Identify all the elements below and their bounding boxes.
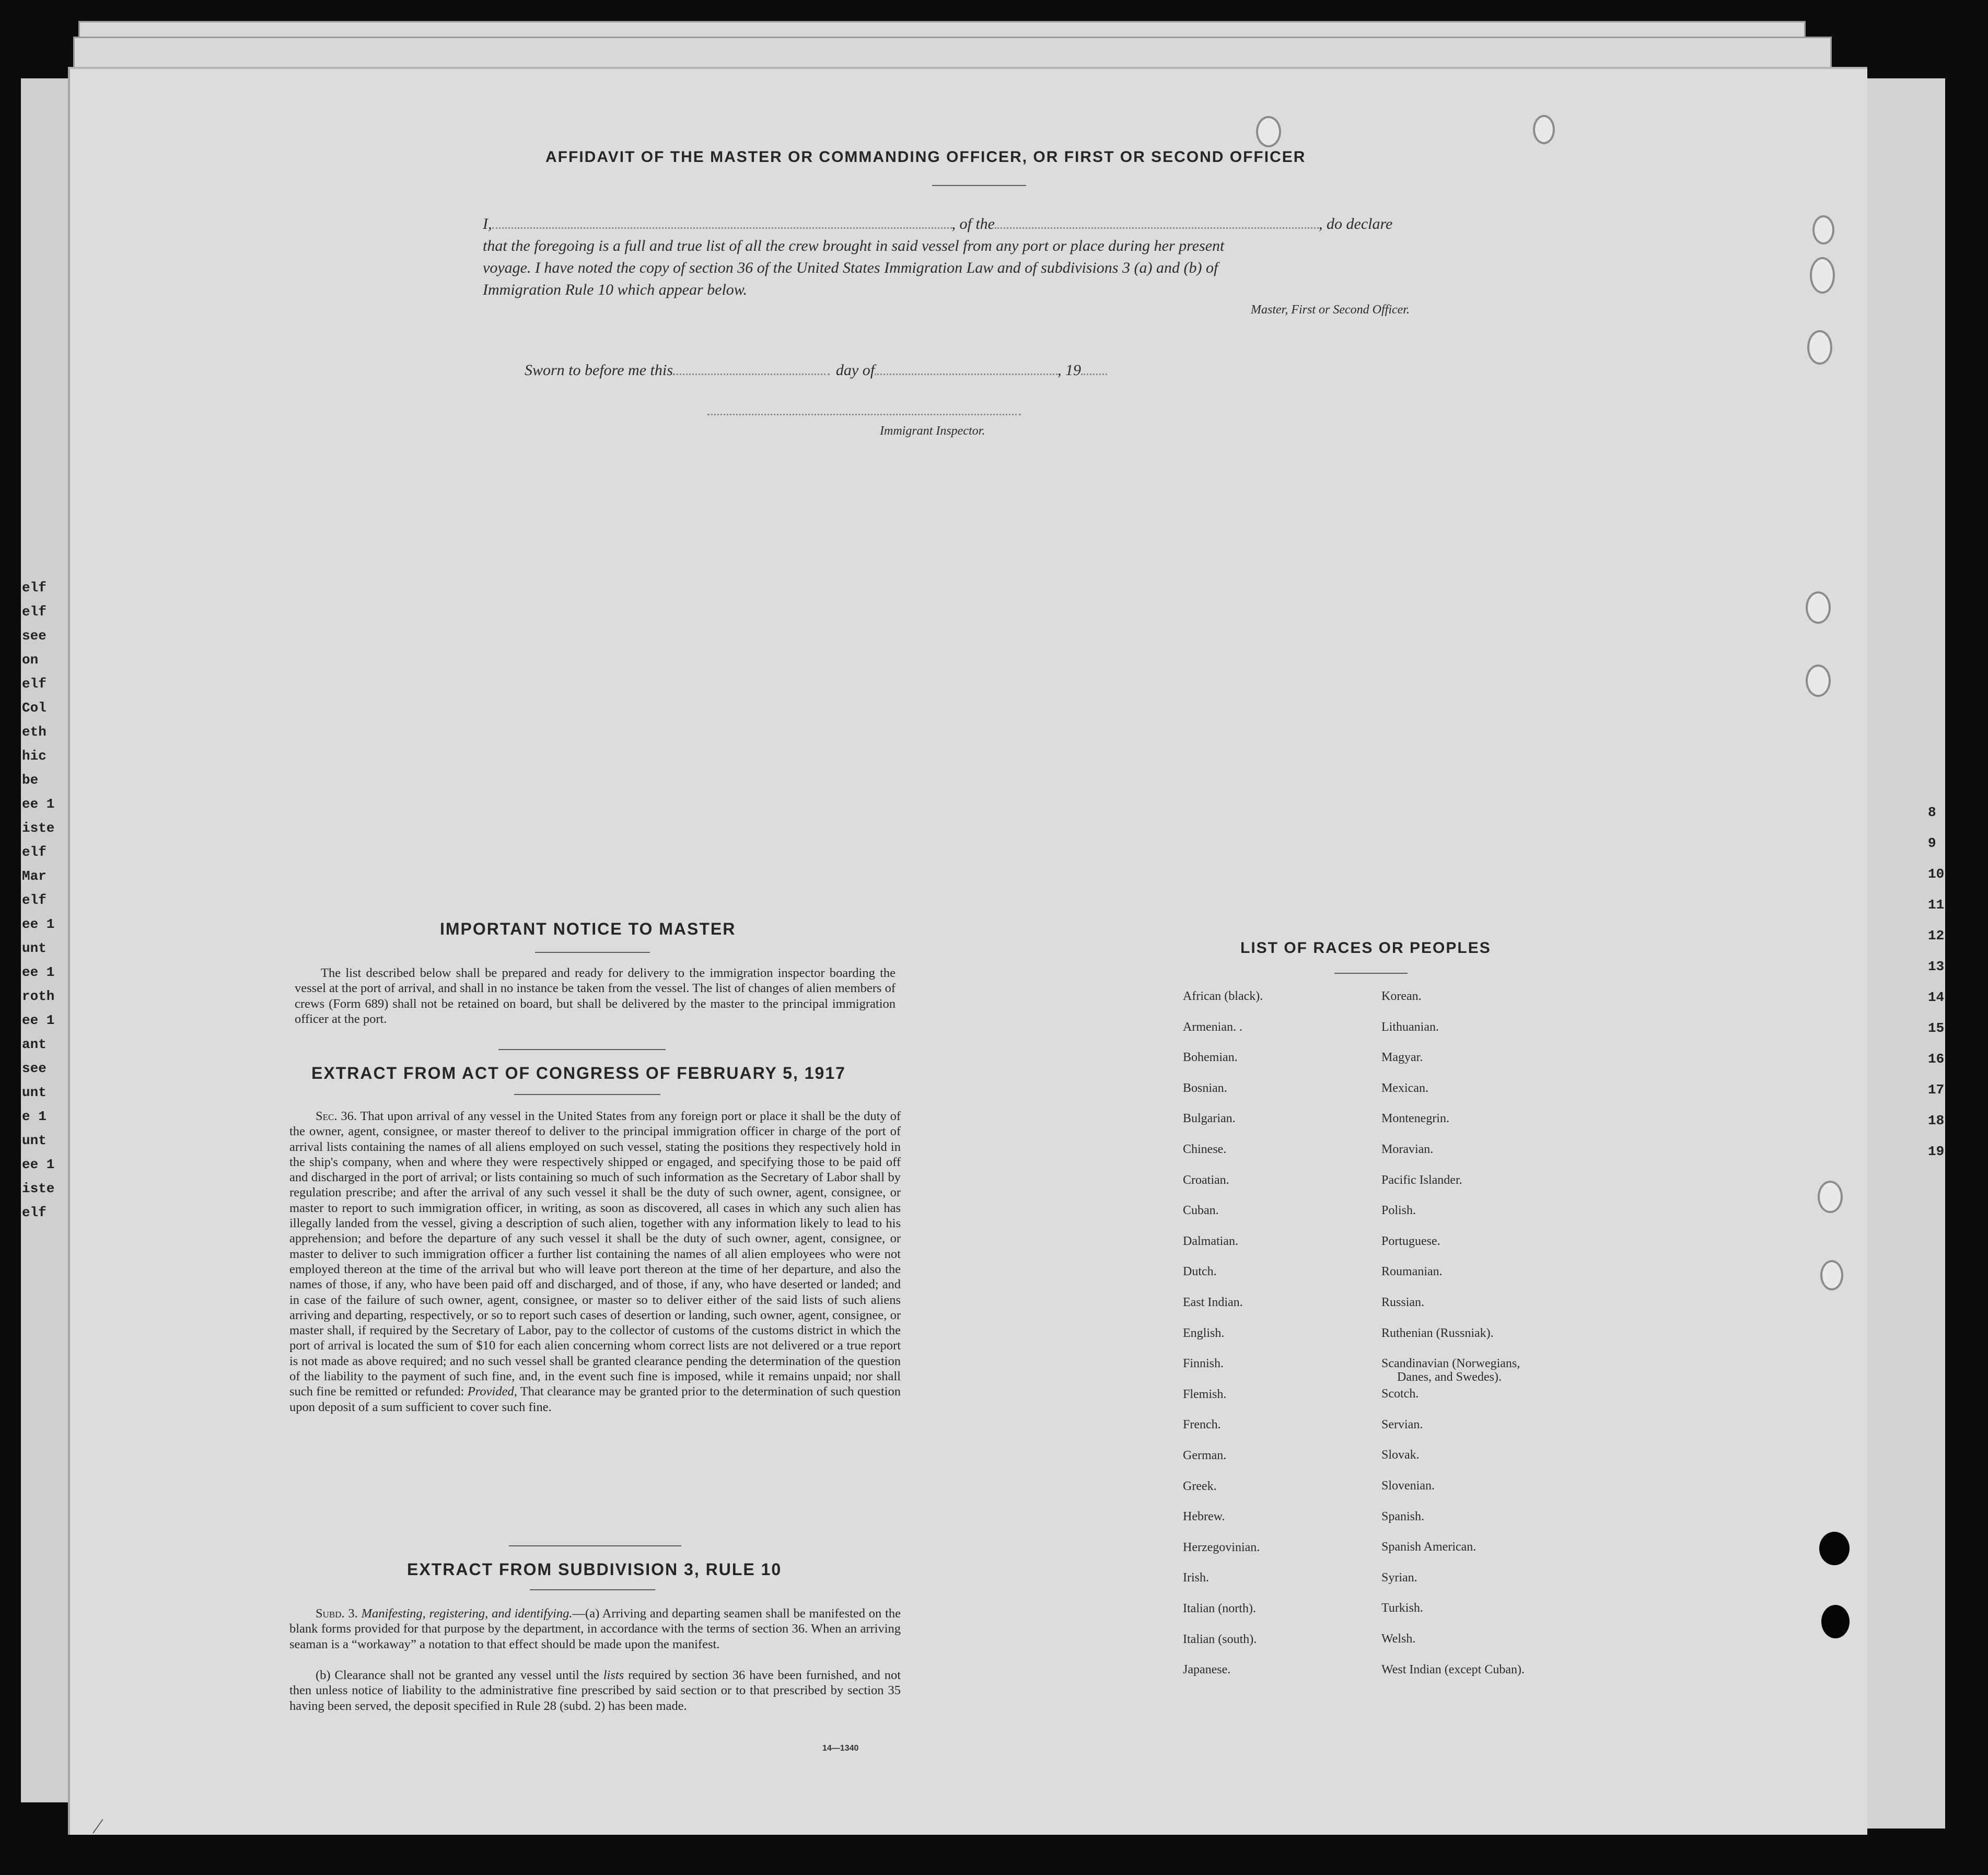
race-item: African (black). <box>1183 989 1263 1003</box>
race-item: French. <box>1183 1418 1221 1432</box>
margin-fragment: hic <box>22 748 46 764</box>
race-item: Greek. <box>1183 1479 1217 1493</box>
race-item: Bulgarian. <box>1183 1112 1236 1126</box>
race-item: Ruthenian (Russniak). <box>1381 1326 1494 1340</box>
race-item: Flemish. <box>1183 1387 1227 1401</box>
extract-act-bottom-rule <box>509 1545 681 1546</box>
margin-row-number: 8 <box>1928 805 1936 820</box>
sec-body: That upon arrival of any vessel in the United States from any foreign port or place it shall be the duty of the owner, agent, consignee, or master thereof to deliver to the principal immigration officer in charge of the port of arrival lists containing the names of all aliens employed on such vessel, stating the positions they respectively hold in the ship's company, when and where they were respectively shipped or engaged, and specifying those to be paid off and discharged in the port of arrival; or lists containing so much of such information as the Secretary of Labor shall by regulation prescribe; and after the arrival of any such vessel it shall be the duty of such owner, agent, consignee, or master to report to such immigration officer, in writing, as soon as discovered, all cases in which any such alien has illegally landed from the vessel, giving a description of such alien, together with any information likely to lead to his apprehension; and before the departure of any such vessel it shall be the duty of such owner, agent, consignee, or master to deliver to such immigration officer a further list containing the names of all alien employees who were not employed thereon at the time of the arrival but who will leave port thereon at the time of her departure, and also the names of those, if any, who have been paid off and discharged, and of those, if any, who have deserted or landed; and in case of the failure of such owner, agent, consignee, or master so to deliver either of the said lists of such aliens arriving and departing, respectively, or so to report such cases of desertion or landing, such owner, agent, consignee, or master shall, if required by the Secretary of Labor, pay to the collector of customs of the customs district in which the port of arrival is located the sum of $10 for each alien concerning whom correct lists are not delivered or a true report is not made as above required; and no such vessel shall be granted clearance pending the determination of the question of the liability to the payment of such fine, and, in the event such fine is imposed, while it remains unpaid; nor shall such fine be remitted or refunded: <box>289 1109 901 1399</box>
punch-hole <box>1533 115 1555 144</box>
subd-para-a: —(a) Arriving and departing seamen shall be manifested on the blank forms provided for that purpose by the department, in accordance with the terms of section 36. When an arriving seaman is a “workaway” a notation to that effect should be made upon the manifest. <box>289 1606 901 1651</box>
race-item: Scotch. <box>1381 1387 1419 1401</box>
margin-fragment: elf <box>22 1205 46 1220</box>
inspector-signature-line[interactable] <box>707 414 1021 415</box>
punch-hole <box>1806 591 1831 624</box>
race-item: Lithuanian. <box>1381 1020 1439 1034</box>
race-item: Pacific Islander. <box>1381 1173 1462 1187</box>
race-item: Irish. <box>1183 1571 1209 1585</box>
margin-row-number: 19 <box>1928 1144 1945 1159</box>
race-item: Italian (south). <box>1183 1632 1257 1646</box>
race-item: Scandinavian (Norwegians, <box>1381 1357 1520 1371</box>
affidavit-line-2: that the foregoing is a full and true list of all the crew brought in said vessel from any port or place during her present <box>483 237 1225 254</box>
punch-hole <box>1821 1605 1850 1638</box>
race-item: Japanese. <box>1183 1663 1231 1677</box>
subd-3-para-a <box>289 1606 901 1652</box>
margin-fragment: iste <box>22 1181 55 1196</box>
stray-mark: ⁄ <box>96 1814 100 1838</box>
margin-fragment: see <box>22 1061 46 1076</box>
provided-word: Provided, <box>467 1384 517 1399</box>
sworn-day-of: day of <box>835 362 875 379</box>
race-item: Slovenian. <box>1381 1479 1435 1493</box>
margin-fragment: on <box>22 652 39 668</box>
race-item: Danes, and Swedes). <box>1397 1370 1502 1384</box>
margin-fragment: iste <box>22 820 55 836</box>
race-item: Dutch. <box>1183 1265 1217 1279</box>
race-item: Bohemian. <box>1183 1051 1238 1065</box>
affidavit-line-3: voyage. I have noted the copy of section 36 of the United States Immigration Law and of subdivisions 3 (a) and (b) of <box>483 259 1218 276</box>
margin-fragment: be <box>22 772 39 788</box>
affidavit-line-1 <box>483 215 1549 233</box>
underlying-page-right-strip <box>1865 78 1945 1829</box>
race-item: Montenegrin. <box>1381 1112 1449 1126</box>
notice-title: IMPORTANT NOTICE TO MASTER <box>440 919 736 938</box>
inspector-caption: Immigrant Inspector. <box>880 424 985 438</box>
affidavit-title-rule <box>932 185 1026 186</box>
notice-text: The list described below shall be prepared and ready for delivery to the immigration inspector boarding the vessel at the port of arrival, and shall in no instance be taken from the vessel. The list of changes of alien members of crews (Form 689) shall not be retained on board, but shall be delivered by the master to the principal immigration officer at the port. <box>295 966 896 1026</box>
notice-rule <box>498 1049 666 1050</box>
margin-fragment: elf <box>22 604 46 620</box>
race-item: Cuban. <box>1183 1204 1219 1218</box>
margin-fragment: see <box>22 628 46 644</box>
race-item: Slovak. <box>1381 1448 1420 1462</box>
sworn-year: , 19 <box>1057 362 1082 379</box>
race-item: Mexican. <box>1381 1081 1428 1095</box>
race-item: Croatian. <box>1183 1173 1229 1187</box>
race-item: Portuguese. <box>1381 1234 1440 1248</box>
margin-fragment: unt <box>22 940 46 956</box>
affidavit-declare: , do declare <box>1319 215 1393 232</box>
race-item: Polish. <box>1381 1204 1416 1218</box>
margin-row-number: 11 <box>1928 897 1945 913</box>
margin-fragment: Col <box>22 700 46 716</box>
margin-row-number: 14 <box>1928 989 1945 1005</box>
extract-rule-title: EXTRACT FROM SUBDIVISION 3, RULE 10 <box>407 1560 782 1579</box>
margin-fragment: eth <box>22 724 46 740</box>
margin-row-number: 16 <box>1928 1051 1945 1067</box>
form-number: 14—1340 <box>822 1744 859 1753</box>
race-item: Hebrew. <box>1183 1510 1225 1524</box>
para-b-prefix: (b) Clearance shall not be granted any vessel until the <box>316 1668 599 1682</box>
sworn-line <box>525 362 1107 379</box>
margin-fragment: ee 1 <box>22 1157 55 1172</box>
sec-body-end: That clearance may be granted prior to the determination of such question upon deposit of a sum sufficient to cover such fine. <box>289 1384 901 1414</box>
race-item: English. <box>1183 1326 1225 1340</box>
name-blank[interactable] <box>492 227 952 229</box>
race-item: Spanish American. <box>1381 1540 1477 1554</box>
punch-hole <box>1818 1181 1843 1213</box>
margin-fragment: ee 1 <box>22 916 55 932</box>
margin-fragment: ee 1 <box>22 1012 55 1028</box>
margin-row-number: 17 <box>1928 1082 1945 1098</box>
punch-hole <box>1812 215 1834 244</box>
affidavit-i: I, <box>483 215 492 232</box>
section-36-text <box>289 1109 901 1415</box>
margin-fragment: Mar <box>22 868 46 884</box>
race-item: Armenian. . <box>1183 1020 1242 1034</box>
punch-hole <box>1820 1260 1843 1290</box>
sworn-prefix: Sworn to before me this <box>525 362 673 379</box>
race-item: Bosnian. <box>1183 1081 1227 1095</box>
race-item: Welsh. <box>1381 1632 1416 1646</box>
margin-fragment: elf <box>22 676 46 692</box>
race-item: Russian. <box>1381 1296 1425 1309</box>
punch-hole <box>1810 257 1835 294</box>
margin-fragment: unt <box>22 1133 46 1148</box>
subd-heading: Manifesting, registering, and identifying. <box>361 1606 573 1621</box>
affidavit-of-the: , of the <box>951 215 995 232</box>
subd-3-para-b <box>289 1668 901 1714</box>
margin-row-number: 15 <box>1928 1020 1945 1036</box>
sworn-day-blank[interactable] <box>673 373 830 375</box>
punch-hole <box>1806 665 1831 697</box>
race-item: Servian. <box>1381 1417 1423 1431</box>
race-item: Finnish. <box>1183 1357 1224 1371</box>
margin-row-number: 10 <box>1928 866 1945 882</box>
margin-row-number: 13 <box>1928 959 1945 974</box>
race-item: Dalmatian. <box>1183 1234 1238 1248</box>
margin-fragment: e 1 <box>22 1109 46 1124</box>
margin-fragment: roth <box>22 988 55 1004</box>
margin-fragment: ee 1 <box>22 964 55 980</box>
race-item: Chinese. <box>1183 1143 1227 1156</box>
margin-fragment: elf <box>22 844 46 860</box>
margin-fragment: ant <box>22 1037 46 1052</box>
race-item: Turkish. <box>1381 1601 1423 1615</box>
extract-rule-rule <box>530 1589 655 1590</box>
affidavit-line-4: Immigration Rule 10 which appear below. <box>483 281 748 298</box>
para-b-rest: required by section 36 have been furnished, and not then unless notice of liability to the administrative fine prescribed by said section or to that prescribed by section 35 having been served, the deposit specified in Rule 28 (subd. 2) has been made. <box>289 1668 901 1713</box>
punch-hole <box>1807 330 1832 365</box>
margin-row-number: 12 <box>1928 928 1945 944</box>
races-title: LIST OF RACES OR PEOPLES <box>1240 939 1491 957</box>
punch-hole <box>1819 1532 1850 1565</box>
subd-label: Subd. 3. <box>316 1606 358 1621</box>
margin-fragment: unt <box>22 1085 46 1100</box>
extract-act-rule <box>514 1094 660 1095</box>
race-item: Spanish. <box>1381 1509 1425 1523</box>
margin-row-number: 18 <box>1928 1113 1945 1128</box>
affidavit-title: AFFIDAVIT OF THE MASTER OR COMMANDING OFFICER, OR FIRST OR SECOND OFFICER <box>545 148 1306 166</box>
race-item: Herzegovinian. <box>1183 1540 1260 1554</box>
sec-label: Sec. 36. <box>316 1109 357 1123</box>
race-item: Italian (north). <box>1183 1602 1256 1615</box>
margin-row-number: 9 <box>1928 835 1936 851</box>
race-item: West Indian (except Cuban). <box>1381 1662 1525 1676</box>
race-item: Moravian. <box>1381 1143 1434 1156</box>
para-b-lists: lists <box>603 1668 624 1682</box>
race-item: German. <box>1183 1449 1227 1462</box>
margin-fragment: elf <box>22 580 46 596</box>
signature-caption: Master, First or Second Officer. <box>1251 303 1410 317</box>
punch-hole <box>1256 116 1281 147</box>
race-item: Syrian. <box>1381 1570 1417 1585</box>
races-title-rule <box>1334 973 1408 974</box>
notice-title-rule <box>535 952 650 953</box>
sworn-year-blank[interactable] <box>1081 373 1107 375</box>
manifest-page <box>68 67 1867 1838</box>
race-item: Korean. <box>1381 989 1422 1003</box>
race-item: Magyar. <box>1381 1051 1423 1065</box>
extract-act-title: EXTRACT FROM ACT OF CONGRESS OF FEBRUARY 5, 1917 <box>311 1064 846 1082</box>
race-item: Roumanian. <box>1381 1265 1443 1279</box>
margin-fragment: ee 1 <box>22 796 55 812</box>
vessel-blank[interactable] <box>995 227 1319 229</box>
sworn-month-blank[interactable] <box>875 373 1057 375</box>
margin-fragment: elf <box>22 892 46 908</box>
race-item: East Indian. <box>1183 1296 1243 1309</box>
